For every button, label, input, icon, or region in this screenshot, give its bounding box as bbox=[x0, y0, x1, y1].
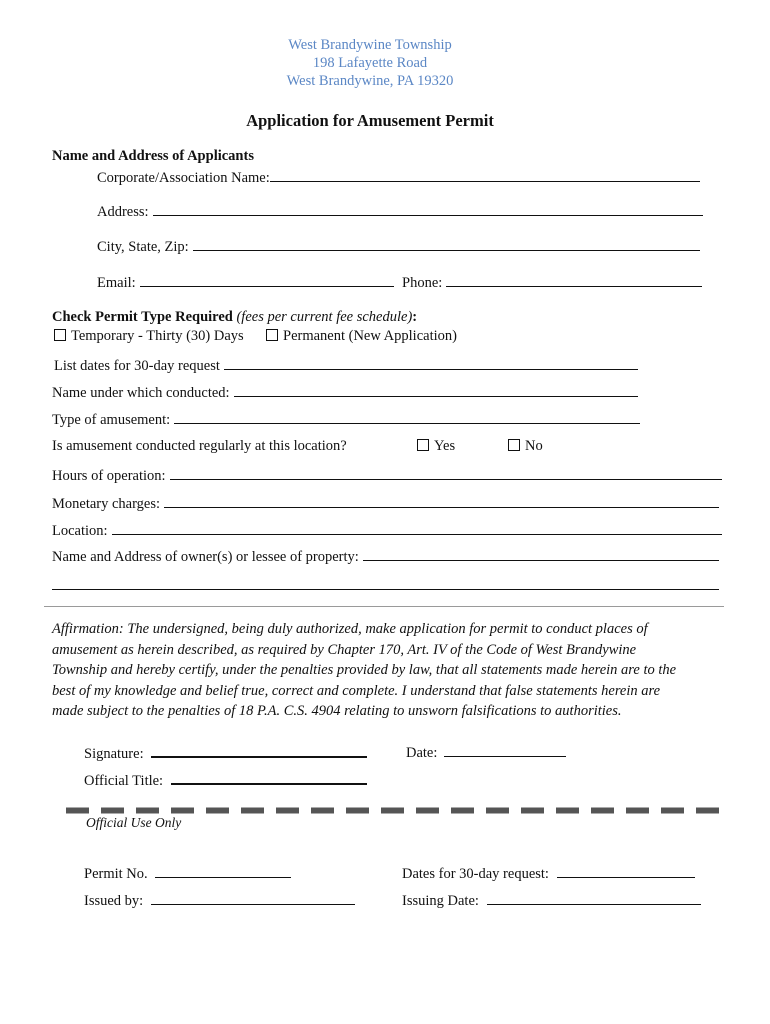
temporary-label: Temporary - Thirty (30) Days bbox=[71, 328, 244, 344]
city-row bbox=[97, 237, 700, 256]
address-label: Address: bbox=[97, 204, 149, 220]
address-field[interactable] bbox=[153, 202, 703, 216]
section-divider bbox=[44, 606, 724, 607]
yes-label: Yes bbox=[434, 438, 456, 454]
date-row bbox=[406, 743, 566, 762]
yes-option[interactable] bbox=[417, 438, 455, 455]
email-field[interactable] bbox=[140, 273, 394, 287]
page-title: Application for Amusement Permit bbox=[246, 111, 494, 130]
city-label: City, State, Zip: bbox=[97, 239, 189, 255]
temporary-checkbox[interactable] bbox=[54, 329, 66, 341]
address-row bbox=[97, 202, 703, 221]
monetary-label: Monetary charges: bbox=[52, 496, 161, 512]
owner-row bbox=[52, 547, 719, 566]
dates-field[interactable] bbox=[224, 356, 638, 370]
issuing-date-field[interactable] bbox=[487, 891, 701, 905]
issuing-date-label: Issuing Date: bbox=[402, 893, 479, 909]
dates-row bbox=[54, 356, 638, 375]
township-city: West Brandywine, PA 19320 bbox=[286, 73, 454, 89]
issued-by-field[interactable] bbox=[151, 891, 355, 905]
official-title-field[interactable] bbox=[171, 770, 367, 785]
permanent-option[interactable] bbox=[266, 328, 457, 345]
signature-label: Signature: bbox=[84, 746, 144, 762]
issued-by-row bbox=[84, 891, 355, 910]
monetary-field[interactable] bbox=[164, 494, 719, 508]
permit-no-label: Permit No. bbox=[84, 866, 148, 882]
email-label: Email: bbox=[97, 275, 136, 291]
temporary-option[interactable] bbox=[54, 328, 244, 345]
owner-field[interactable] bbox=[363, 547, 719, 561]
applicants-heading: Name and Address of Applicants bbox=[52, 148, 254, 164]
hours-row bbox=[52, 466, 722, 485]
no-label: No bbox=[525, 438, 543, 454]
permit-heading: Check Permit Type Required bbox=[52, 309, 233, 325]
hours-field[interactable] bbox=[170, 466, 722, 480]
township-name: West Brandywine Township bbox=[288, 37, 452, 53]
date-label: Date: bbox=[406, 745, 438, 761]
monetary-row bbox=[52, 494, 719, 513]
permit-heading-colon: : bbox=[412, 309, 418, 325]
city-field[interactable] bbox=[193, 237, 700, 251]
corp-name-row bbox=[97, 168, 700, 187]
yes-checkbox[interactable] bbox=[417, 439, 429, 451]
official-title-row bbox=[84, 770, 367, 790]
permit-heading-row bbox=[52, 309, 417, 326]
owner-field-continued[interactable] bbox=[52, 575, 719, 590]
type-label: Type of amusement: bbox=[52, 412, 171, 428]
permit-no-field[interactable] bbox=[155, 864, 291, 878]
dates-label: List dates for 30-day request bbox=[54, 358, 220, 374]
phone-row bbox=[402, 273, 702, 292]
official-title-label: Official Title: bbox=[84, 773, 164, 789]
no-option[interactable] bbox=[508, 438, 543, 455]
issuing-date-row bbox=[402, 891, 701, 910]
township-street: 198 Lafayette Road bbox=[312, 55, 428, 71]
permit-heading-note: (fees per current fee schedule) bbox=[236, 309, 413, 325]
issued-by-label: Issued by: bbox=[84, 893, 144, 909]
owner-label: Name and Address of owner(s) or lessee of property: bbox=[52, 549, 359, 565]
affirmation-text: Affirmation: The undersigned, being duly authorized, make application for permit to conduct places of amusement as herein described, as required by Chapter 170, Art. IV of the Code of West Brandywine Township and hereby certify, under the penalties provided by law, that all statements made herein are to the best of my knowledge and belief true, correct and complete. I understand that false statements herein are made subject to the penalties of 18 P.A. C.S. 4904 relating to unsworn falsifications to authorities. bbox=[52, 621, 677, 719]
phone-label: Phone: bbox=[402, 275, 443, 291]
type-field[interactable] bbox=[174, 410, 640, 424]
permit-no-row bbox=[84, 864, 291, 883]
official-use-heading: Official Use Only bbox=[86, 815, 182, 830]
location-field[interactable] bbox=[112, 521, 722, 535]
dates-30-label: Dates for 30-day request: bbox=[402, 866, 549, 882]
phone-field[interactable] bbox=[446, 273, 702, 287]
name-conducted-field[interactable] bbox=[234, 383, 638, 397]
regular-label: Is amusement conducted regularly at this location? bbox=[52, 438, 347, 454]
location-label: Location: bbox=[52, 523, 108, 539]
corp-name-field[interactable] bbox=[270, 168, 700, 182]
type-row bbox=[52, 410, 640, 429]
name-conducted-label: Name under which conducted: bbox=[52, 385, 230, 401]
corp-name-label: Corporate/Association Name: bbox=[97, 170, 270, 186]
permanent-checkbox[interactable] bbox=[266, 329, 278, 341]
dashed-separator bbox=[66, 807, 726, 814]
dates-30-field[interactable] bbox=[557, 864, 695, 878]
date-field[interactable] bbox=[444, 743, 566, 757]
hours-label: Hours of operation: bbox=[52, 468, 166, 484]
signature-row bbox=[84, 743, 367, 763]
name-conducted-row bbox=[52, 383, 638, 402]
permanent-label: Permanent (New Application) bbox=[283, 328, 457, 344]
dates-30-row bbox=[402, 864, 695, 883]
signature-field[interactable] bbox=[151, 743, 367, 758]
no-checkbox[interactable] bbox=[508, 439, 520, 451]
location-row bbox=[52, 521, 722, 540]
email-row bbox=[97, 273, 394, 292]
